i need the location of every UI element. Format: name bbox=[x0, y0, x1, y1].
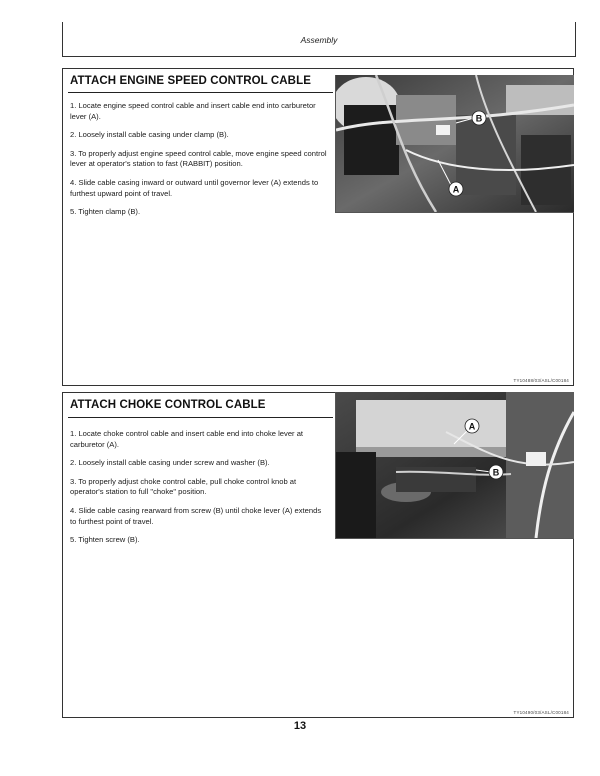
instruction-step: 3. To properly adjust engine speed control cable, move engine speed control lever at operator's station to fast (RABBIT) position. bbox=[70, 148, 327, 169]
section-choke-control-cable bbox=[62, 392, 574, 718]
instruction-step: 3. To properly adjust choke control cable, pull choke control knob at operator's station to full "choke" position. bbox=[70, 476, 297, 497]
photo-callout-b: B bbox=[492, 467, 500, 478]
instruction-steps bbox=[70, 101, 328, 226]
figure-reference: TY10488/03/ASL/C00184 bbox=[513, 378, 569, 383]
instruction-step: 4. Slide cable casing rearward from screw (B) until choke lever (A) extends to furthest point of travel. bbox=[70, 505, 322, 526]
engine-photo-illustration bbox=[336, 75, 574, 212]
section-engine-speed-control-cable bbox=[62, 68, 574, 386]
instruction-step: 2. Loosely install cable casing under clamp (B). bbox=[70, 130, 229, 140]
title-underline bbox=[68, 92, 333, 93]
instruction-step: 5. Tighten screw (B). bbox=[70, 535, 140, 545]
title-underline bbox=[68, 417, 333, 418]
section-title: ATTACH ENGINE SPEED CONTROL CABLE bbox=[70, 75, 311, 87]
section-title: ATTACH CHOKE CONTROL CABLE bbox=[70, 399, 266, 411]
instruction-step: 1. Locate engine speed control cable and insert cable end into carburetor lever (A). bbox=[70, 101, 316, 121]
instruction-step: 1. Locate choke control cable and insert cable end into choke lever at carburetor (A). bbox=[70, 429, 304, 449]
choke-cable-photo bbox=[335, 392, 574, 539]
page-number: 13 bbox=[293, 720, 307, 732]
page-header bbox=[62, 22, 576, 57]
photo-callout-b: B bbox=[475, 113, 483, 124]
engine-speed-cable-photo bbox=[335, 75, 574, 213]
instruction-step: 4. Slide cable casing inward or outward until governor lever (A) extends to furthest upward point of travel. bbox=[70, 177, 319, 198]
instruction-step: 2. Loosely install cable casing under screw and washer (B). bbox=[70, 458, 270, 468]
photo-callout-a: A bbox=[468, 421, 476, 432]
choke-photo-illustration bbox=[336, 392, 574, 538]
figure-reference: TY10490/03/ASL/C00184 bbox=[513, 710, 569, 715]
instruction-steps bbox=[70, 429, 328, 554]
photo-callout-a: A bbox=[452, 184, 460, 195]
page-header-title: Assembly bbox=[300, 35, 338, 45]
instruction-step: 5. Tighten clamp (B). bbox=[70, 207, 141, 217]
